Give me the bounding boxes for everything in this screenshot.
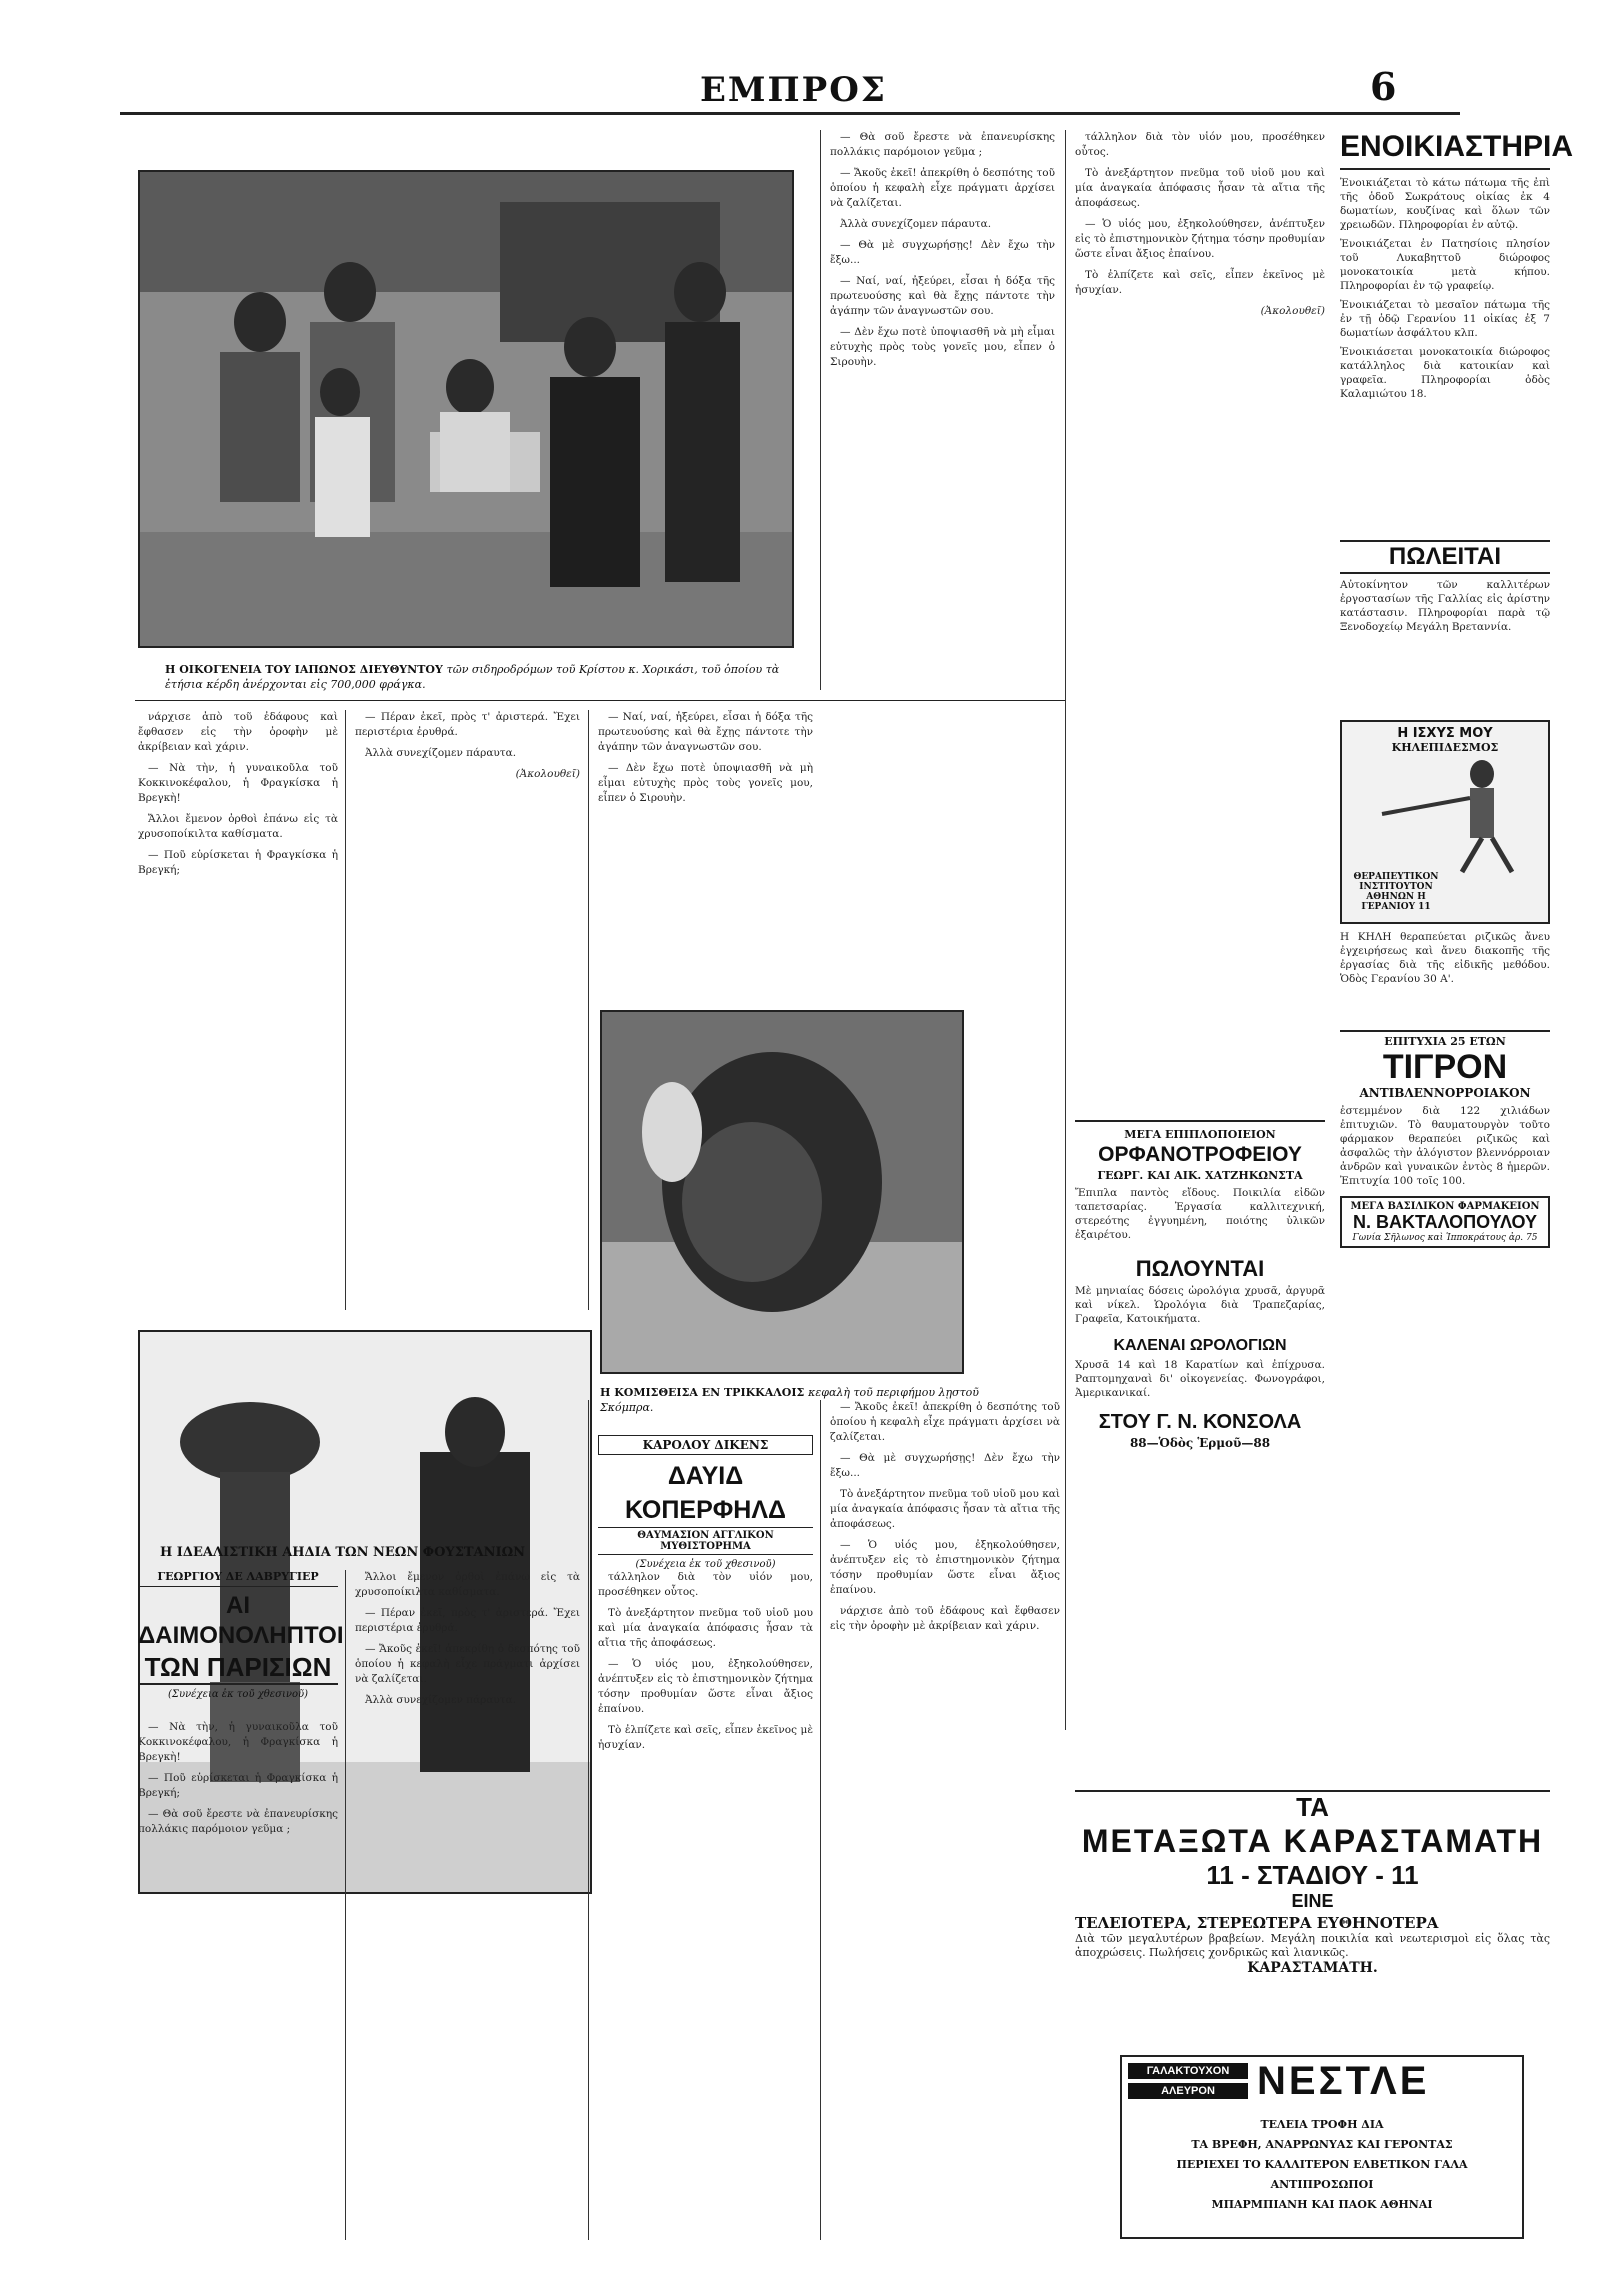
rentals-list xyxy=(1340,176,1550,401)
family-photo-image xyxy=(140,172,792,646)
health-institute: ΘΕΡΑΠΕΥΤΙΚΟΝ ΙΝΣΤΙΤΟΥΤΟΝ ΑΘΗΝΩΝ Η ΓΕΡΑΝΙΟΥ 11 xyxy=(1353,872,1439,912)
paragraph: Τὸ ἀνεξάρτητον πνεῦμα τοῦ υἱοῦ μου καὶ μία ἀναγκαία ἀπόφασις ἦσαν τὰ αἴτια τῆς ἀποφάσεως. xyxy=(598,1607,813,1649)
pharmacy-box xyxy=(1340,1196,1550,1248)
nestle-line: ΤΑ ΒΡΕΦΗ, ΑΝΑΡΡΩΝΥΑΣ ΚΑΙ ΓΕΡΟΝΤΑΣ xyxy=(1191,2138,1453,2151)
article-col2b xyxy=(598,710,813,970)
paragraph: — Δὲν ἔχω ποτὲ ὑποψιασθῆ νὰ μὴ εἶμαι εὐτυχὴς πρὸς τοὺς γονεῖς μου, εἶπεν ὁ Σιρουὴν. xyxy=(598,762,813,804)
article-col2 xyxy=(355,710,580,1310)
sale-title: ΠΩΛΟΥΝΤΑΙ xyxy=(1135,1256,1265,1281)
paragraph: — Θὰ σοῦ ἔρεστε νὰ ἐπανευρίσκης πολλάκις παρόμοιον γεῦμα ; xyxy=(830,131,1055,158)
rentals-title: ΕΝΟΙΚΙΑΣΤΗΡΙΑ xyxy=(1340,130,1550,170)
serial-dickens xyxy=(598,1435,813,1570)
newspaper-title: ΕΜΠΡΟΣ xyxy=(700,70,887,110)
clocks-title: ΚΑΛΕΝΑΙ ΩΡΟΛΟΓΙΩΝ xyxy=(1113,1337,1287,1354)
rental-item: Ἐνοικιάζεται τὸ κάτω πάτωμα τῆς ἐπὶ τῆς ὁδοῦ Σωκράτους οἰκίας ἐκ 4 δωματίων, κουζίνας καὶ ὅλων τῶν χρειωδῶν. Πληροφορίαι ἐν αὐτῷ. xyxy=(1340,177,1550,231)
health-banner: Η ΙΣΧΥΣ ΜΟΥ xyxy=(1397,726,1493,741)
paragraph: — Πέραν ἐκεῖ, πρὸς τ' ἀριστερά. Ἔχει περιστέρια ἐρυθρά. xyxy=(355,711,580,738)
rental-item: Ἐνοικιάσεται μονοκατοικία διώροφος κατάλληλος διὰ κατοικίαν καὶ γραφεῖα. Πληροφορίαι ὁδὸς Καλαμιώτου 18. xyxy=(1340,346,1550,400)
serial-paris-note: (Συνέχεια ἐκ τοῦ χθεσινοῦ) xyxy=(168,1689,308,1700)
serial-paris-author: ΓΕΩΡΓΙΟΥ ΔΕ ΛΑΒΡΥΓΙΕΡ xyxy=(138,1570,338,1587)
rental-item: Ἐνοικιάζεται ἐν Πατησίοις πλησίον τοῦ Λυκαβηττοῦ διώροφος μονοκατοικία μετὰ κήπου. Πληροφορίαι ἐν τῷ γραφείῳ. xyxy=(1340,238,1550,292)
nestle-line: ΑΝΤΙΠΡΟΣΩΠΟΙ xyxy=(1270,2178,1374,2191)
family-photo-caption xyxy=(165,662,785,692)
silk-text: Διὰ τῶν μεγαλυτέρων βραβείων. Μεγάλη ποικιλία καὶ νεωτερισμοὶ εἰς ὅλας τὰς ἀποχρώσεις. Πωλήσεις χονδρικῶς καὶ λιανικῶς. xyxy=(1075,1932,1550,1959)
rental-item: Ἐνοικιάζεται τὸ μεσαῖον πάτωμα τῆς ἐν τῇ ὁδῷ Γερανίου 11 οἰκίας ἐξ 7 δωματίων ἀσφάλτου κλπ. xyxy=(1340,299,1550,339)
for-sale-title: ΠΩΛΕΙΤΑΙ xyxy=(1340,540,1550,574)
tigron-ad xyxy=(1340,1030,1550,1248)
nestle-name: ΝΕΣΤΛΕ xyxy=(1257,2059,1430,2103)
paragraph: νάρχισε ἀπὸ τοῦ ἐδάφους καὶ ἔφθασεν εἰς τὴν ὀροφὴν μὲ ἀκρίβειαν καὶ χάριν. xyxy=(830,1605,1060,1632)
family-caption-rest: τῶν σιδηροδρόμων τοῦ Κρίστου κ. Χορικάσι, τοῦ ὁποίου τὰ ἐτήσια κέρδη ἀνέρχονται εἰς 700,000 φράγκα. xyxy=(165,663,780,691)
serial-dickens-author: ΚΑΡΟΛΟΥ ΔΙΚΕΝΣ xyxy=(598,1435,813,1455)
paragraph: — Δὲν ἔχω ποτὲ ὑποψιασθῆ νὰ μὴ εἶμαι εὐτυχὴς πρὸς τοὺς γονεῖς μου, εἶπεν ὁ Σιρουὴν. xyxy=(830,326,1055,368)
tigron-text: ἐστεμμένον διὰ 122 χιλιάδων ἐπιτυχιῶν. Τὸ θαυματουργὸν τοῦτο φάρμακον θεραπεύει ριζικῶς καὶ ἀσφαλῶς τὴν ἀλόγιστον βλεννόρροιαν ἀνδρῶν καὶ γυναικῶν ἐντὸς 8 ἡμερῶν. Ἐπιτυχία 100 τοῖς 100. xyxy=(1340,1105,1550,1187)
column-rule xyxy=(345,1570,346,2240)
paragraph: — Ναί, ναί, ἠξεύρει, εἶσαι ἡ δόξα τῆς πρωτευούσης καὶ θὰ ἔχῃς πάντοτε τὴν ἀγάπην τῶν ἀναγνωστῶν σου. xyxy=(598,711,813,753)
article-col1 xyxy=(138,710,338,1310)
nestle-copy xyxy=(1128,2115,1516,2215)
serial-paris-text2 xyxy=(355,1570,580,2240)
clocks-text: Χρυσᾶ 14 καὶ 18 Καρατίων καὶ ἐπίχρυσα. Ραπτομηχαναὶ δι' οἰκογενείας. Φωνογράφοι, Ἀμερικανικαί. xyxy=(1075,1359,1325,1399)
fashion-photo-caption: Η ΙΔΕΑΛΙΣΤΙΚΗ ΑΗΔΙΑ ΤΩΝ ΝΕΩΝ ΦΟΥΣΤΑΝΙΩΝ xyxy=(160,1545,526,1560)
rentals-ad xyxy=(1340,130,1574,406)
pharmacy-name: Ν. ΒΑΚΤΑΛΟΠΟΥΛΟΥ xyxy=(1352,1212,1538,1232)
paragraph: Τὸ ἐλπίζετε καὶ σεῖς, εἶπεν ἐκεῖνος μὲ ἡσυχίαν. xyxy=(598,1724,813,1751)
silk-pre: ΤΑ xyxy=(1296,1792,1329,1822)
pharmacy-address: Γωνία Σῆλωνος καὶ Ἱπποκράτους ἀρ. 75 xyxy=(1352,1233,1538,1243)
robber-photo-image xyxy=(602,1012,962,1372)
serial-dickens-subtitle: ΘΑΥΜΑΣΙΟΝ ΑΓΓΛΙΚΟΝ ΜΥΘΙΣΤΟΡΗΜΑ xyxy=(598,1527,813,1555)
paragraph: — Ἄκοῦς ἐκεῖ! ἀπεκρίθη ὁ δεσπότης τοῦ ὁποίου ἡ κεφαλὴ εἶχε πράγματι ἀρχίσει νὰ ζαλίζεται. xyxy=(830,1401,1060,1443)
paragraph: Τὸ ἐλπίζετε καὶ σεῖς, εἶπεν ἐκεῖνος μὲ ἡσυχίαν. xyxy=(1075,269,1325,296)
nestle-line: ΜΠΑΡΜΠΙΑΝΗ ΚΑΙ ΠΑΟΚ ΑΘΗΝΑΙ xyxy=(1211,2198,1433,2211)
nestle-ad xyxy=(1120,2055,1524,2239)
strongman-illustration xyxy=(1342,754,1548,874)
orphanage-title: ΟΡΦΑΝΟΤΡΟΦΕΙΟΥ xyxy=(1098,1143,1302,1166)
paragraph: — Ὁ υἱός μου, ἐξηκολούθησεν, ἀνέπτυξεν εἰς τὸ ἐπιστημονικὸν ζήτημα τόσην προθυμίαν ὥστε εἶναι ἄξιος ἐπαίνου. xyxy=(598,1658,813,1715)
paragraph: νάρχισε ἀπὸ τοῦ ἐδάφους καὶ ἔφθασεν εἰς τὴν ὀροφὴν μὲ ἀκρίβειαν καὶ χάριν. xyxy=(138,711,338,753)
nestle-line: ΤΕΛΕΙΑ ΤΡΟΦΗ ΔΙΑ xyxy=(1260,2118,1384,2131)
orphanage-text: Ἔπιπλα παντὸς εἴδους. Ποικιλία εἰδῶν ταπετσαρίας. Ἐργασία καλλιτεχνική, στερεότης ἐγγυημένη, ποιότης ὑλικῶν ἐξαιρέτου. xyxy=(1075,1187,1325,1241)
orphanage-pre: ΜΕΓΑ ΕΠΙΠΛΟΠΟΙΕΙΟΝ xyxy=(1124,1128,1276,1141)
konsola-address: 88—Ὁδὸς Ἑρμοῦ—88 xyxy=(1129,1436,1271,1450)
nestle-pre2: ΑΛΕΥΡΟΝ xyxy=(1128,2083,1248,2099)
robber-caption-main: Η ΚΟΜΙΣΘΕΙΣΑ ΕΝ ΤΡΙΚΚΑΛΟΙΣ xyxy=(600,1386,805,1399)
family-photo xyxy=(138,170,794,648)
paragraph: — Θὰ μὲ συγχωρήσῃς! Δὲν ἔχω τὴν ἔξω... xyxy=(830,239,1055,266)
robber-caption-rest: κεφαλὴ τοῦ περιφήμου λῃστοῦ Σκόμπρα. xyxy=(600,1386,979,1414)
paragraph: — Θὰ μὲ συγχωρήσῃς! Δὲν ἔχω τὴν ἔξω... xyxy=(830,1452,1060,1479)
serial-dickens-text2 xyxy=(830,1400,1060,2240)
sale-text: Μὲ μηνιαίας δόσεις ὡρολόγια χρυσᾶ, ἀργυρᾶ καὶ νίκελ. Ὡρολόγια διὰ Τραπεζαρίας, Γραφεῖα, Κατοικήματα. xyxy=(1075,1285,1325,1325)
paragraph: Ἀλλὰ συνεχίζομεν πάραυτα. xyxy=(365,747,517,759)
ad-rule xyxy=(1075,1120,1325,1122)
masthead-rule xyxy=(120,112,1460,115)
silk-tagline: ΤΕΛΕΙΟΤΕΡΑ, ΣΤΕΡΕΩΤΕΡΑ ΕΥΘΗΝΟΤΕΡΑ xyxy=(1075,1914,1439,1932)
column-rule xyxy=(345,710,346,1310)
silk-title: ΜΕΤΑΞΩΤΑ ΚΑΡΑΣΤΑΜΑΤΗ xyxy=(1081,1823,1544,1859)
paragraph: — Ποῦ εὑρίσκεται ἡ Φραγκίσκα ἡ Βρεγκή; xyxy=(138,849,338,876)
article-col3-top xyxy=(830,130,1055,690)
paragraph: — Νὰ τὴν, ἡ γυναικοῦλα τοῦ Κοκκινοκέφαλου, ἡ Φραγκίσκα ἡ Βρεγκὴ! xyxy=(138,762,338,804)
health-ad xyxy=(1340,720,1550,924)
paragraph: Ἄλλοι ἔμενον ὀρθοὶ ἐπάνω εἰς τὰ χρυσοποίκιλτα καθίσματα. xyxy=(138,813,338,840)
family-caption-main: Η ΟΙΚΟΓΕΝΕΙΑ ΤΟΥ ΙΑΠΩΝΟΣ ΔΙΕΥΘΥΝΤΟΥ xyxy=(165,663,443,676)
section-rule xyxy=(135,700,1065,701)
paragraph: — Ποῦ εὑρίσκεται ἡ Φραγκίσκα ἡ Βρεγκή; xyxy=(138,1772,338,1799)
nestle-pre1: ΓΑΛΑΚΤΟΥΧΟΝ xyxy=(1128,2063,1248,2079)
page-number: 6 xyxy=(1370,64,1397,109)
serial-paris-title1: ΑΙ ΔΑΙΜΟΝΟΛΗΠΤΟΙ xyxy=(138,1592,344,1649)
tigron-pre: ΕΠΙΤΥΧΙΑ 25 ΕΤΩΝ xyxy=(1340,1030,1550,1048)
tigron-title: ΤΙΓΡΟΝ xyxy=(1382,1048,1508,1086)
serial-paris-text xyxy=(138,1720,338,2240)
paragraph: — Ὁ υἱός μου, ἐξηκολούθησεν, ἀνέπτυξεν εἰς τὸ ἐπιστημονικὸν ζήτημα τόσην προθυμίαν ὥστε εἶναι ἄξιος ἐπαίνου. xyxy=(1075,218,1325,260)
serial-dickens-note: (Συνέχεια ἐκ τοῦ χθεσινοῦ) xyxy=(635,1559,776,1570)
for-sale-ad xyxy=(1340,540,1550,634)
paragraph: — Ὁ υἱός μου, ἐξηκολούθησεν, ἀνέπτυξεν εἰς τὸ ἐπιστημονικὸν ζήτημα τόσην προθυμίαν ὥστε εἶναι ἄξιος ἐπαίνου. xyxy=(830,1539,1060,1596)
silk-footer: ΚΑΡΑΣΤΑΜΑΤΗ. xyxy=(1247,1960,1378,1976)
paragraph: Ἀλλὰ συνεχίζομεν πάραυτα. xyxy=(840,218,992,230)
pharmacy-label: ΜΕΓΑ ΒΑΣΙΛΙΚΟΝ ΦΑΡΜΑΚΕΙΟΝ xyxy=(1350,1201,1540,1212)
column-rule xyxy=(588,710,589,1310)
paragraph: — Ἄκοῦς ἐκεῖ! ἀπεκρίθη ὁ δεσπότης τοῦ ὁποίου ἡ κεφαλὴ εἶχε πράγματι ἀρχίσει νὰ ζαλίζεται. xyxy=(355,1643,580,1685)
for-sale-text: Αὐτοκίνητον τῶν καλλιτέρων ἐργοστασίων τῆς Γαλλίας εἰς ἀρίστην κατάστασιν. Πληροφορίαι παρὰ τῷ Ξενοδοχείῳ Μεγάλη Βρεταννία. xyxy=(1340,579,1550,633)
orphanage-ad xyxy=(1075,1120,1325,1450)
serial-paris-title2: ΤΩΝ ΠΑΡΙΣΙΩΝ xyxy=(138,1651,338,1685)
serial-dickens-text xyxy=(598,1570,813,2240)
paragraph: — Ἄκοῦς ἐκεῖ! ἀπεκρίθη ὁ δεσπότης τοῦ ὁποίου ἡ κεφαλὴ εἶχε πράγματι ἀρχίσει νὰ ζαλίζεται. xyxy=(830,167,1055,209)
serial-paris xyxy=(138,1570,344,1700)
paragraph: — Ναί, ναί, ἠξεύρει, εἶσαι ἡ δόξα τῆς πρωτευούσης καὶ θὰ ἔχῃς πάντοτε τὴν ἀγάπην τῶν ἀναγνωστῶν σου. xyxy=(830,275,1055,317)
paragraph: Τὸ ἀνεξάρτητον πνεῦμα τοῦ υἱοῦ μου καὶ μία ἀναγκαία ἀπόφασις ἦσαν τὰ αἴτια τῆς ἀποφάσεως. xyxy=(1075,167,1325,209)
paragraph: τάλληλον διὰ τὸν υἱόν μου, προσέθηκεν οὗτος. xyxy=(1075,131,1325,158)
paragraph: — Πέραν ἐκεῖ, πρὸς τ' ἀριστερά. Ἔχει περιστέρια ἐρυθρά. xyxy=(355,1607,580,1634)
paragraph: — Θὰ σοῦ ἔρεστε νὰ ἐπανευρίσκης πολλάκις παρόμοιον γεῦμα ; xyxy=(138,1808,338,1835)
paragraph: Ἀλλὰ συνεχίζομεν πάραυτα. xyxy=(365,1694,517,1706)
continued-mark: (Ἀκολουθεῖ) xyxy=(515,768,580,780)
column-rule xyxy=(820,130,821,690)
masthead xyxy=(0,64,1600,110)
serial-dickens-title: ΔΑΥΙΔ ΚΟΠΕΡΦΗΛΔ xyxy=(625,1462,786,1524)
silk-address: 11 - ΣΤΑΔΙΟΥ - 11 xyxy=(1206,1860,1419,1890)
silk-ad xyxy=(1075,1790,1550,1976)
nestle-line: ΠΕΡΙΕΧΕΙ ΤΟ ΚΑΛΛΙΤΕΡΟΝ ΕΛΒΕΤΙΚΟΝ ΓΑΛΑ xyxy=(1176,2158,1468,2171)
health-sub: ΚΗΛΕΠΙΔΕΣΜΟΣ xyxy=(1391,741,1499,754)
column-rule xyxy=(588,1400,589,2240)
column-rule xyxy=(820,1400,821,2240)
paragraph: τάλληλον διὰ τὸν υἱόν μου, προσέθηκεν οὗτος. xyxy=(598,1571,813,1598)
column-rule xyxy=(1065,130,1066,1730)
tigron-sub: ΑΝΤΙΒΛΕΝΝΟΡΡΟΙΑΚΟΝ xyxy=(1359,1086,1531,1100)
paragraph: — Νὰ τὴν, ἡ γυναικοῦλα τοῦ Κοκκινοκέφαλου, ἡ Φραγκίσκα ἡ Βρεγκὴ! xyxy=(138,1721,338,1763)
orphanage-sub: ΓΕΩΡΓ. ΚΑΙ ΑΙΚ. ΧΑΤΖΗΚΩΝΣΤΑ xyxy=(1097,1169,1303,1182)
hernia-ad: Η ΚΗΛΗ θεραπεύεται ριζικῶς ἄνευ ἐγχειρήσεως καὶ ἄνευ διακοπῆς τῆς ἐργασίας διὰ τῆς εἰδικῆς μεθόδου. Ὁδὸς Γερανίου 30 Α'. xyxy=(1340,931,1550,985)
paragraph: Ἄλλοι ἔμενον ὀρθοὶ ἐπάνω εἰς τὰ χρυσοποίκιλτα καθίσματα. xyxy=(355,1571,580,1598)
silk-are: ΕΙΝΕ xyxy=(1291,1891,1334,1911)
continued-mark: (Ἀκολουθεῖ) xyxy=(1260,305,1325,317)
paragraph: Τὸ ἀνεξάρτητον πνεῦμα τοῦ υἱοῦ μου καὶ μία ἀναγκαία ἀπόφασις ἦσαν τὰ αἴτια τῆς ἀποφάσεως. xyxy=(830,1488,1060,1530)
article-col4 xyxy=(1075,130,1325,1030)
robber-head-photo xyxy=(600,1010,964,1374)
konsola-name: ΣΤΟΥ Γ. Ν. ΚΟΝΣΟΛΑ xyxy=(1098,1411,1302,1433)
